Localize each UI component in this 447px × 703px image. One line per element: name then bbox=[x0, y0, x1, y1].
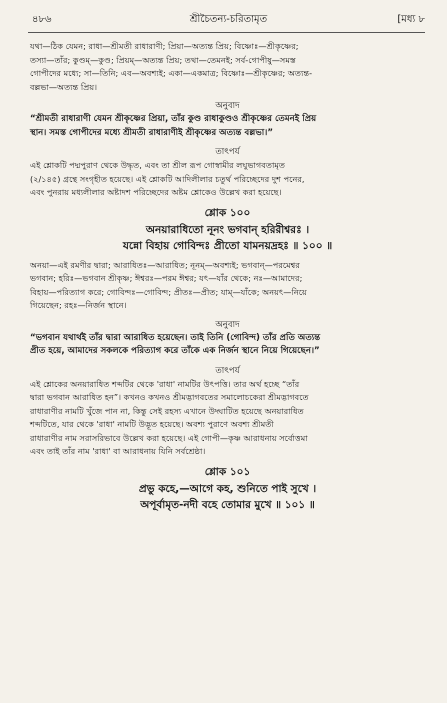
purport-99 bbox=[30, 159, 425, 200]
verse-line: অনয়ারাধিতো নূনং ভগবান্ হরিরীশ্বরঃ । bbox=[145, 223, 310, 236]
text-line: অনয়া—এই রমণীর দ্বারা; আরাধিতঃ—আরাধিত; নূনম্—অবশ্যই; ভগবান্—পরমেশ্বর bbox=[30, 259, 300, 270]
running-header bbox=[32, 12, 425, 28]
purport-100 bbox=[30, 378, 425, 459]
translation-line: প্রীত হয়ে, আমাদের সকলকে পরিত্যাগ করে তাঁকে এক নির্জন স্থানে নিয়ে গিয়েছেন।” bbox=[30, 346, 320, 356]
text-line: গিয়েছেন; রহঃ—নির্জন স্থানে। bbox=[30, 300, 127, 310]
page-number: ৪৮৬ bbox=[32, 14, 52, 25]
text-line: এই শ্লোকটি পদ্মপুরাণ থেকে উদ্ধৃত, এবং তা শ্রীল রূপ গোস্বামীর লঘুভাগবতামৃত bbox=[30, 160, 286, 170]
translation-line: স্থান। সমস্ত গোপীদের মধ্যে শ্রীমতী রাধারাণীই শ্রীকৃষ্ণের অত্যন্ত বল্লভা।” bbox=[30, 127, 273, 138]
text-line: (২/১৪৫) গ্রন্থে সংগৃহীত হয়েছে। এই শ্লোকটি আদিলীলার চতুর্থ পরিচ্ছেদের দুশ পনের, bbox=[30, 173, 305, 184]
text-line: ভগবান; হরিঃ—ভগবান শ্রীকৃষ্ণ; ঈশ্বরঃ—পরম ঈশ্বর; যৎ—যাঁর থেকে; নঃ—আমাদের; bbox=[30, 273, 303, 283]
book-title: শ্রীচৈতন্য-চরিতামৃত bbox=[189, 14, 268, 25]
header-rule bbox=[28, 32, 425, 33]
text-line: যথা—ঠিক যেমন; রাধা—শ্রীমতী রাধারাণী; প্রিয়া—অত্যন্ত প্রিয়; বিষ্ণোঃ—শ্রীকৃষ্ণের; bbox=[30, 41, 299, 51]
verse-number: শ্লোক ১০১ bbox=[204, 465, 251, 478]
translation-100 bbox=[30, 332, 425, 359]
text-line: এবং তাই তাঁর নাম 'রাধা' বা আরাধনায় যিনি সর্বশ্রেষ্ঠা। bbox=[30, 446, 206, 456]
translation-99 bbox=[30, 113, 425, 140]
text-line: এবং পুনরায় মধ্যলীলার অষ্টাদশ পরিচ্ছেদের অষ্টম শ্লোকেও উল্লেখ করা হয়েছে। bbox=[30, 187, 282, 197]
purport-heading: তাৎপর্য bbox=[215, 365, 240, 376]
translation-line: “ভগবান যথার্থই তাঁর দ্বারা আরাধিত হয়েছেন। তাই তিনি (গোবিন্দ) তাঁর প্রতি অত্যন্ত bbox=[30, 332, 321, 343]
text-line: বিহায়—পরিত্যাগ করে; গোবিন্দঃ—গোবিন্দ; প্রীতঃ—প্রীত; যাম্—যাঁকে; অনয়ৎ—নিয়ে bbox=[30, 286, 307, 297]
text-line: তস্যা—তাঁর; কুণ্ডম্—কুণ্ড; প্রিয়ম্—অত্যন্ত প্রিয়; তথা—তেমনই; সর্ব-গোপীষু—সমস্ত bbox=[30, 54, 296, 65]
text-line: এই শ্লোকের অনয়ারাধিত শব্দটির থেকে 'রাধা' নামটির উৎপত্তি। তার অর্থ হচ্ছে “তাঁর bbox=[30, 378, 300, 389]
translation-line: “শ্রীমতী রাধারাণী যেমন শ্রীকৃষ্ণের প্রিয়া, তাঁর কুণ্ড রাধাকুণ্ডও শ্রীকৃষ্ণের তেমনই প্রিয় bbox=[30, 114, 317, 124]
text-line: দ্বারা ভগবান আরাধিত হন”। কখনও কখনও শ্রীমদ্ভাগবতের সমালোচকেরা শ্রীমদ্ভাগবতে bbox=[30, 392, 309, 402]
verse-line: অপূর্বামৃত-নদী বহে তোমার মুখে ॥ ১০১ ॥ bbox=[140, 498, 315, 511]
verse-line: যন্নো বিহায় গোবিন্দঃ প্রীতো যামনয়দ্রহঃ ॥ ১০০ ॥ bbox=[122, 239, 333, 252]
text-line: গোপীদের মধ্যে; সা—তিনি; এব—অবশ্যই; একা—একমাত্র; বিষ্ণোঃ—শ্রীকৃষ্ণের; অত্যন্ত- bbox=[30, 68, 313, 78]
page-content bbox=[30, 40, 425, 513]
translation-heading: অনুবাদ bbox=[215, 101, 240, 111]
text-line: বল্লভা—অত্যন্ত প্রিয়। bbox=[30, 81, 98, 92]
verse-number: শ্লোক ১০০ bbox=[204, 206, 251, 219]
chapter-marker: [মধ্য ৮ bbox=[397, 14, 425, 25]
text-line: রাধারাণীর নামটি খুঁজে পান না, কিন্তু সেই রহস্য এখানে উদ্ঘাটিত হয়েছে অনয়ারাধিত bbox=[30, 405, 304, 416]
word-meaning-99 bbox=[30, 40, 425, 94]
verse-line: প্রভু কহে,—আগে কহ, শুনিতে পাই সুখে । bbox=[138, 482, 317, 495]
text-line: রাধারাণীর নাম সরাসরিভাবে উল্লেখ করা হয়েছে। এই গোপী—কৃষ্ণ আরাধনায় সর্বোত্তমা bbox=[30, 432, 308, 443]
purport-heading: তাৎপর্য bbox=[215, 147, 240, 157]
text-line: শব্দটিতে, যার থেকে 'রাধা' নামটি উদ্ভূত হয়েছে। অবশ্য পুরাণে অবশ্য শ্রীমতী bbox=[30, 419, 274, 429]
translation-heading: অনুবাদ bbox=[215, 319, 240, 330]
word-meaning-100 bbox=[30, 259, 425, 313]
